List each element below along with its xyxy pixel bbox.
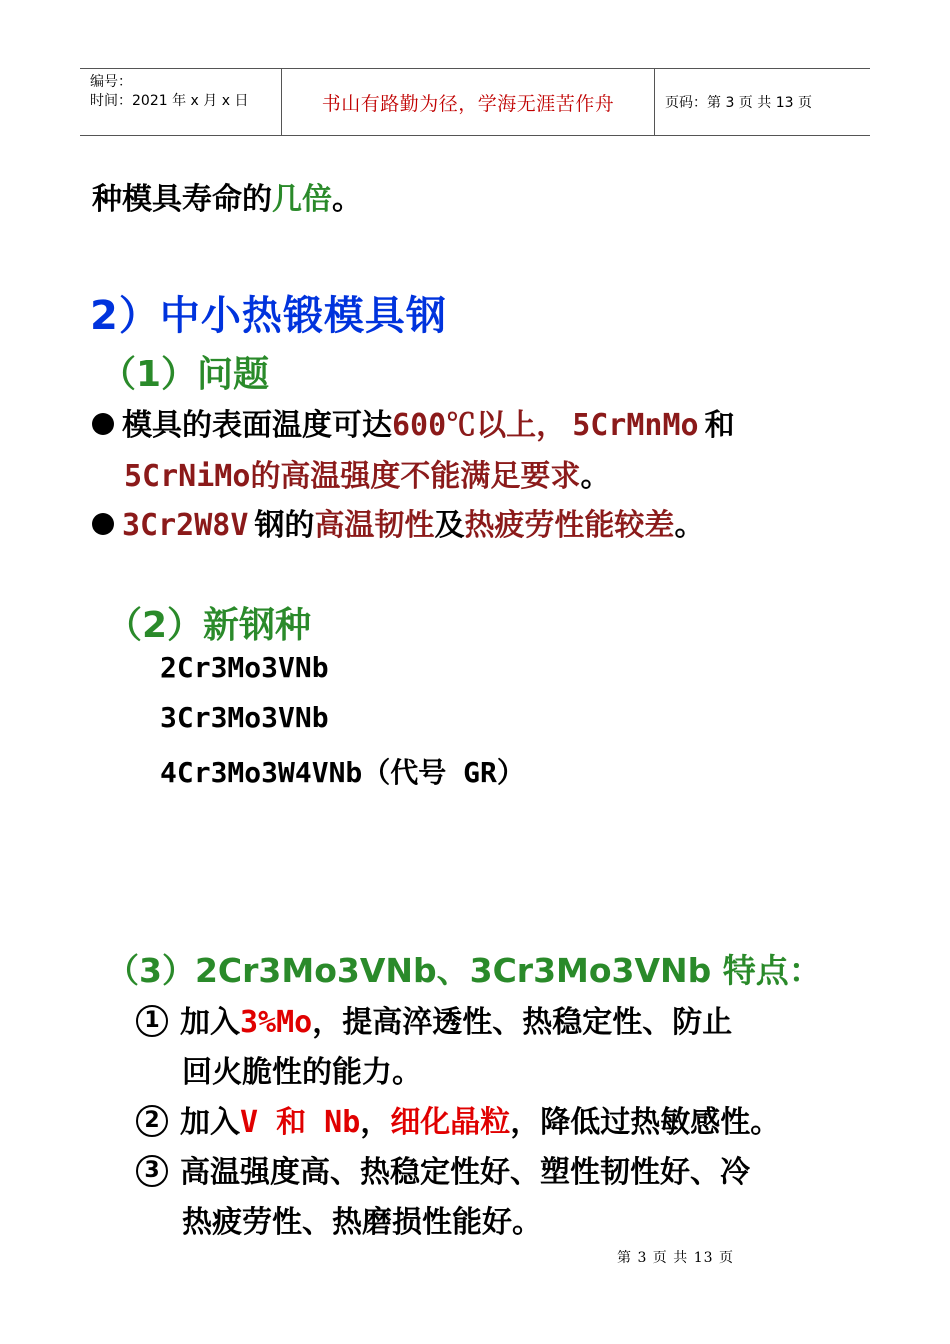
feature3-text-a: 高温强度高、热稳定性好、塑性韧性好、冷: [180, 1155, 750, 1190]
new-steels-title: （2）新钢种: [106, 605, 312, 646]
document-header: [80, 68, 870, 136]
feature2-text-a: 加入: [180, 1105, 240, 1140]
problem-title: （1）问题: [100, 354, 270, 395]
bullet2-text-a: 3Cr2W8V: [122, 508, 249, 543]
feature-item-1-line-1: [136, 997, 732, 1041]
feature2-text-e: ，降低过热敏感性。: [510, 1105, 781, 1140]
bullet2-text-d: 及: [434, 508, 465, 543]
header-motto: 书山有路勤为径，学海无涯苦作舟: [282, 69, 655, 135]
feature1-text-b: 3%Mo: [240, 1005, 313, 1040]
problem-bullet-1-line-1: [92, 400, 735, 444]
bullet1-text-f: 的高温强度不能满足要求: [250, 459, 581, 494]
number-3-icon: 3: [136, 1155, 168, 1187]
problem-bullet-1-line-2: [124, 451, 610, 495]
bullet2-text-f: 。: [674, 508, 705, 543]
bullet1-text-g: 。: [580, 459, 611, 494]
header-meta: [80, 69, 282, 135]
feature-item-3-line-2: 热疲劳性、热磨损性能好。: [182, 1205, 542, 1240]
bullet1-text-b: 600℃以上，: [392, 408, 567, 443]
intro-line: [92, 174, 362, 218]
bullet1-text-a: 模具的表面温度可达: [122, 408, 392, 443]
intro-prefix: 种模具寿命的: [92, 182, 272, 217]
document-time-label: 时间：2021 年 x 月 x 日: [90, 93, 249, 109]
bullet2-text-b: 钢的: [254, 508, 315, 543]
steel-grade-1: 2Cr3Mo3VNb: [160, 651, 329, 684]
bullet1-text-e: 5CrNiMo: [124, 459, 251, 494]
header-page-info: 页码：第 3 页 共 13 页: [665, 95, 812, 111]
feature-item-3-line-1: [136, 1147, 750, 1191]
feature2-text-c: ，: [360, 1105, 391, 1140]
feature-item-1-line-2: 回火脆性的能力。: [182, 1055, 422, 1090]
number-1-icon: 1: [136, 1005, 168, 1037]
section-title: 2）中小热锻模具钢: [90, 293, 447, 339]
document-number-label: 编号：: [90, 74, 132, 90]
bullet2-text-e: 热疲劳性能较差: [464, 508, 675, 543]
feature1-text-c: ，提高淬透性、热稳定性、防止: [312, 1005, 733, 1040]
feature-item-2: [136, 1097, 780, 1141]
bullet2-text-c: 高温韧性: [314, 508, 435, 543]
features-title: （3）2Cr3Mo3VNb、3Cr3Mo3VNb 特点：: [106, 951, 822, 990]
bullet-icon: [92, 413, 114, 435]
intro-highlight: 几倍: [272, 182, 332, 217]
problem-bullet-2: [92, 500, 704, 544]
bullet1-text-c: 5CrMnMo: [572, 408, 699, 443]
feature2-text-d: 细化晶粒: [390, 1105, 511, 1140]
number-2-icon: 2: [136, 1105, 168, 1137]
bullet-icon: [92, 513, 114, 535]
page-footer: 第 3 页 共 13 页: [617, 1250, 734, 1266]
bullet1-text-d: 和: [704, 408, 735, 443]
intro-suffix: 。: [332, 182, 362, 217]
steel-grade-2: 3Cr3Mo3VNb: [160, 701, 329, 734]
feature1-text-a: 加入: [180, 1005, 240, 1040]
steel-grade-3: 4Cr3Mo3W4VNb（代号 GR）: [160, 756, 525, 789]
feature2-text-b: V 和 Nb: [240, 1105, 361, 1140]
